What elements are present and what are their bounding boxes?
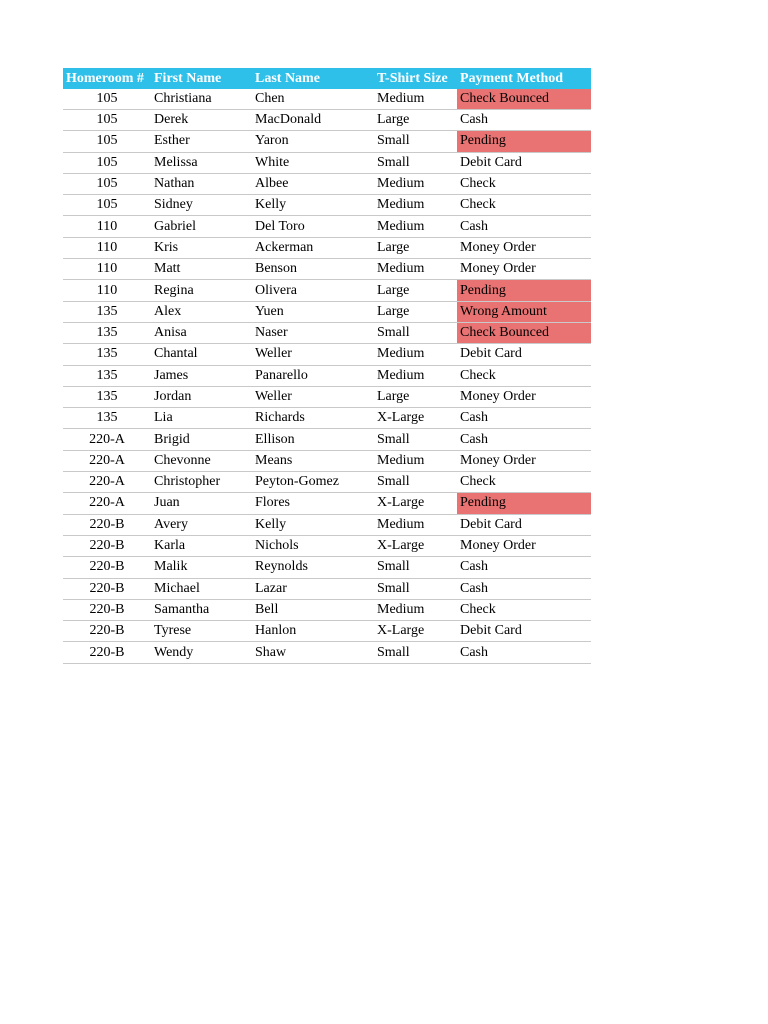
cell-first-name: Chevonne (151, 450, 252, 471)
table-row (63, 89, 591, 110)
cell-first-name: Michael (151, 578, 252, 599)
cell-homeroom: 220-B (63, 557, 151, 578)
cell-last-name: Bell (252, 599, 374, 620)
cell-homeroom: 105 (63, 89, 151, 110)
table-row (63, 386, 591, 407)
header-homeroom: Homeroom # (63, 68, 151, 89)
cell-homeroom: 135 (63, 408, 151, 429)
cell-last-name: Yuen (252, 301, 374, 322)
cell-tshirt-size: Small (374, 429, 457, 450)
table-row (63, 557, 591, 578)
cell-payment-method: Cash (457, 642, 591, 663)
table-row (63, 429, 591, 450)
cell-last-name: White (252, 152, 374, 173)
cell-payment-method: Check (457, 195, 591, 216)
cell-first-name: Jordan (151, 386, 252, 407)
cell-last-name: Naser (252, 322, 374, 343)
cell-payment-method: Cash (457, 216, 591, 237)
cell-tshirt-size: Small (374, 642, 457, 663)
cell-last-name: Weller (252, 386, 374, 407)
cell-homeroom: 105 (63, 152, 151, 173)
cell-payment-method: Cash (457, 429, 591, 450)
cell-first-name: Derek (151, 110, 252, 131)
cell-last-name: Weller (252, 344, 374, 365)
cell-homeroom: 135 (63, 301, 151, 322)
table-row (63, 493, 591, 514)
table-row (63, 131, 591, 152)
table-row (63, 216, 591, 237)
cell-first-name: Chantal (151, 344, 252, 365)
cell-homeroom: 220-B (63, 578, 151, 599)
cell-first-name: Tyrese (151, 621, 252, 642)
table-row (63, 237, 591, 258)
cell-homeroom: 220-B (63, 599, 151, 620)
cell-payment-method: Check (457, 599, 591, 620)
cell-homeroom: 110 (63, 259, 151, 280)
cell-first-name: Brigid (151, 429, 252, 450)
cell-last-name: Ackerman (252, 237, 374, 258)
cell-tshirt-size: Large (374, 386, 457, 407)
cell-tshirt-size: Medium (374, 599, 457, 620)
cell-payment-method: Cash (457, 578, 591, 599)
cell-homeroom: 110 (63, 280, 151, 301)
cell-homeroom: 220-B (63, 535, 151, 556)
table-row (63, 578, 591, 599)
cell-last-name: Hanlon (252, 621, 374, 642)
cell-payment-method: Money Order (457, 535, 591, 556)
cell-homeroom: 220-A (63, 450, 151, 471)
cell-payment-method: Pending (457, 493, 591, 514)
cell-first-name: Wendy (151, 642, 252, 663)
cell-last-name: Chen (252, 89, 374, 110)
header-payment-method: Payment Method (457, 68, 591, 89)
table-row (63, 110, 591, 131)
cell-payment-method: Cash (457, 408, 591, 429)
cell-tshirt-size: Medium (374, 216, 457, 237)
cell-tshirt-size: X-Large (374, 621, 457, 642)
cell-tshirt-size: Large (374, 280, 457, 301)
cell-payment-method: Money Order (457, 450, 591, 471)
cell-first-name: Anisa (151, 322, 252, 343)
cell-payment-method: Debit Card (457, 152, 591, 173)
cell-last-name: Reynolds (252, 557, 374, 578)
cell-payment-method: Money Order (457, 386, 591, 407)
cell-first-name: Sidney (151, 195, 252, 216)
cell-last-name: Richards (252, 408, 374, 429)
cell-payment-method: Debit Card (457, 514, 591, 535)
cell-payment-method: Money Order (457, 259, 591, 280)
cell-tshirt-size: Large (374, 301, 457, 322)
table-row (63, 152, 591, 173)
table-row (63, 450, 591, 471)
cell-homeroom: 135 (63, 344, 151, 365)
tshirt-order-table (63, 68, 591, 664)
cell-homeroom: 110 (63, 216, 151, 237)
cell-tshirt-size: Small (374, 557, 457, 578)
cell-first-name: Juan (151, 493, 252, 514)
cell-last-name: Olivera (252, 280, 374, 301)
cell-tshirt-size: X-Large (374, 535, 457, 556)
cell-homeroom: 135 (63, 322, 151, 343)
cell-homeroom: 220-B (63, 621, 151, 642)
cell-last-name: Yaron (252, 131, 374, 152)
cell-homeroom: 105 (63, 195, 151, 216)
cell-first-name: Malik (151, 557, 252, 578)
cell-tshirt-size: Small (374, 152, 457, 173)
cell-tshirt-size: Medium (374, 259, 457, 280)
cell-homeroom: 110 (63, 237, 151, 258)
table-row (63, 408, 591, 429)
table-row (63, 173, 591, 194)
cell-last-name: Flores (252, 493, 374, 514)
table-row (63, 280, 591, 301)
cell-tshirt-size: Medium (374, 195, 457, 216)
cell-tshirt-size: X-Large (374, 408, 457, 429)
cell-payment-method: Check (457, 472, 591, 493)
cell-homeroom: 105 (63, 131, 151, 152)
cell-first-name: Matt (151, 259, 252, 280)
cell-tshirt-size: Medium (374, 450, 457, 471)
cell-first-name: Alex (151, 301, 252, 322)
header-first-name: First Name (151, 68, 252, 89)
cell-first-name: Samantha (151, 599, 252, 620)
cell-tshirt-size: Medium (374, 365, 457, 386)
cell-tshirt-size: Medium (374, 344, 457, 365)
cell-last-name: Means (252, 450, 374, 471)
cell-payment-method: Check (457, 365, 591, 386)
cell-tshirt-size: Small (374, 322, 457, 343)
cell-first-name: Gabriel (151, 216, 252, 237)
cell-tshirt-size: Small (374, 472, 457, 493)
cell-payment-method: Check Bounced (457, 322, 591, 343)
cell-first-name: Regina (151, 280, 252, 301)
table-row (63, 472, 591, 493)
cell-payment-method: Cash (457, 110, 591, 131)
cell-payment-method: Check (457, 173, 591, 194)
cell-tshirt-size: Medium (374, 514, 457, 535)
cell-tshirt-size: Medium (374, 89, 457, 110)
cell-last-name: MacDonald (252, 110, 374, 131)
cell-payment-method: Debit Card (457, 344, 591, 365)
table-row (63, 301, 591, 322)
cell-last-name: Benson (252, 259, 374, 280)
cell-first-name: Melissa (151, 152, 252, 173)
cell-first-name: Nathan (151, 173, 252, 194)
cell-homeroom: 135 (63, 365, 151, 386)
cell-first-name: Lia (151, 408, 252, 429)
cell-tshirt-size: Large (374, 237, 457, 258)
cell-last-name: Lazar (252, 578, 374, 599)
cell-homeroom: 220-A (63, 493, 151, 514)
cell-last-name: Kelly (252, 514, 374, 535)
cell-first-name: Kris (151, 237, 252, 258)
cell-tshirt-size: Small (374, 578, 457, 599)
cell-last-name: Panarello (252, 365, 374, 386)
cell-tshirt-size: Medium (374, 173, 457, 194)
table-row (63, 535, 591, 556)
cell-last-name: Albee (252, 173, 374, 194)
cell-payment-method: Wrong Amount (457, 301, 591, 322)
cell-payment-method: Pending (457, 131, 591, 152)
table-row (63, 621, 591, 642)
cell-payment-method: Cash (457, 557, 591, 578)
table-body (63, 89, 591, 663)
cell-last-name: Peyton-Gomez (252, 472, 374, 493)
header-last-name: Last Name (252, 68, 374, 89)
cell-payment-method: Pending (457, 280, 591, 301)
cell-last-name: Ellison (252, 429, 374, 450)
cell-first-name: Karla (151, 535, 252, 556)
cell-payment-method: Check Bounced (457, 89, 591, 110)
table-row (63, 599, 591, 620)
cell-homeroom: 220-A (63, 429, 151, 450)
cell-homeroom: 105 (63, 173, 151, 194)
cell-first-name: Christiana (151, 89, 252, 110)
table-header (63, 68, 591, 89)
cell-homeroom: 220-B (63, 642, 151, 663)
cell-homeroom: 220-B (63, 514, 151, 535)
table-row (63, 642, 591, 663)
table-row (63, 365, 591, 386)
table-row (63, 322, 591, 343)
cell-first-name: Esther (151, 131, 252, 152)
cell-first-name: Avery (151, 514, 252, 535)
table-row (63, 259, 591, 280)
cell-first-name: Christopher (151, 472, 252, 493)
table-row (63, 344, 591, 365)
table-row (63, 514, 591, 535)
tshirt-order-sheet (63, 68, 591, 664)
cell-last-name: Shaw (252, 642, 374, 663)
header-row (63, 68, 591, 89)
cell-tshirt-size: Small (374, 131, 457, 152)
table-row (63, 195, 591, 216)
header-tshirt-size: T-Shirt Size (374, 68, 457, 89)
cell-last-name: Nichols (252, 535, 374, 556)
cell-tshirt-size: X-Large (374, 493, 457, 514)
cell-payment-method: Debit Card (457, 621, 591, 642)
cell-payment-method: Money Order (457, 237, 591, 258)
cell-last-name: Kelly (252, 195, 374, 216)
cell-homeroom: 105 (63, 110, 151, 131)
cell-homeroom: 135 (63, 386, 151, 407)
cell-tshirt-size: Large (374, 110, 457, 131)
cell-first-name: James (151, 365, 252, 386)
cell-homeroom: 220-A (63, 472, 151, 493)
cell-last-name: Del Toro (252, 216, 374, 237)
